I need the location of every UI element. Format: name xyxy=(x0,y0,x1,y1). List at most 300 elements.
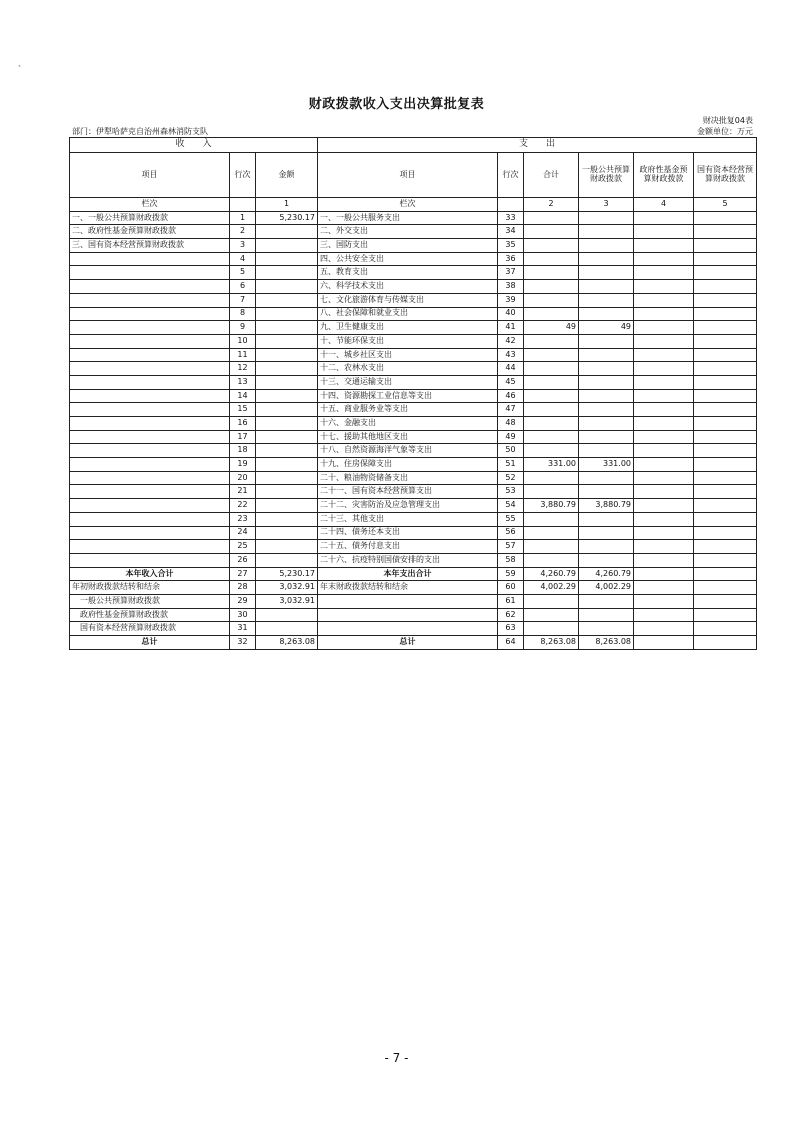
income-section-label: 收 入 xyxy=(70,138,318,153)
expense-item: 七、文化旅游体育与传媒支出 xyxy=(318,293,498,307)
income-amount xyxy=(256,485,318,499)
income-row-no: 13 xyxy=(230,375,256,389)
expense-row-no: 37 xyxy=(498,266,524,280)
income-item xyxy=(70,266,230,280)
income-item xyxy=(70,512,230,526)
income-item xyxy=(70,526,230,540)
colnum-5: 5 xyxy=(694,198,757,212)
general-budget-amount xyxy=(579,471,634,485)
income-row-no: 19 xyxy=(230,458,256,472)
expense-row-no: 58 xyxy=(498,553,524,567)
income-item: 政府性基金预算财政拨款 xyxy=(70,608,230,622)
total-amount: 3,880.79 xyxy=(524,499,579,513)
total-amount xyxy=(524,622,579,636)
income-amount xyxy=(256,239,318,253)
general-budget-amount xyxy=(579,252,634,266)
state-capital-amount xyxy=(694,636,757,650)
income-row-no: 9 xyxy=(230,321,256,335)
general-budget-amount xyxy=(579,430,634,444)
income-row-no: 11 xyxy=(230,348,256,362)
state-capital-amount xyxy=(694,375,757,389)
general-budget-amount xyxy=(579,417,634,431)
income-amount xyxy=(256,512,318,526)
income-item xyxy=(70,458,230,472)
income-item xyxy=(70,334,230,348)
colnum-4: 4 xyxy=(634,198,694,212)
header-expense-row-no: 行次 xyxy=(498,153,524,198)
income-amount xyxy=(256,526,318,540)
income-amount xyxy=(256,375,318,389)
state-capital-amount xyxy=(694,362,757,376)
form-number: 财决批复04表 xyxy=(702,116,753,125)
income-item xyxy=(70,471,230,485)
state-capital-amount xyxy=(694,280,757,294)
state-capital-amount xyxy=(694,471,757,485)
income-row-no: 14 xyxy=(230,389,256,403)
income-item xyxy=(70,553,230,567)
state-capital-amount xyxy=(694,225,757,239)
income-row-no: 2 xyxy=(230,225,256,239)
expense-item: 五、教育支出 xyxy=(318,266,498,280)
income-amount: 3,032.91 xyxy=(256,594,318,608)
total-amount xyxy=(524,594,579,608)
header-income-row-no: 行次 xyxy=(230,153,256,198)
fund-budget-amount xyxy=(634,348,694,362)
general-budget-amount: 3,880.79 xyxy=(579,499,634,513)
income-amount: 5,230.17 xyxy=(256,567,318,581)
expense-section-label: 支 出 xyxy=(318,138,757,153)
column-number-row xyxy=(70,198,757,212)
income-amount xyxy=(256,252,318,266)
colnum-label-2: 栏次 xyxy=(318,198,498,212)
table-row xyxy=(70,225,757,239)
page-title: 财政拨款收入支出决算批复表 xyxy=(308,97,485,112)
general-budget-amount xyxy=(579,348,634,362)
general-budget-amount xyxy=(579,375,634,389)
general-budget-amount xyxy=(579,211,634,225)
general-budget-amount: 4,002.29 xyxy=(579,581,634,595)
income-item: 本年收入合计 xyxy=(70,567,230,581)
total-amount xyxy=(524,526,579,540)
income-amount xyxy=(256,608,318,622)
total-amount xyxy=(524,485,579,499)
income-row-no: 15 xyxy=(230,403,256,417)
table-row xyxy=(70,334,757,348)
colnum-blank-2 xyxy=(498,198,524,212)
total-amount xyxy=(524,403,579,417)
expense-item: 八、社会保障和就业支出 xyxy=(318,307,498,321)
expense-item: 二十三、其他支出 xyxy=(318,512,498,526)
expense-row-no: 56 xyxy=(498,526,524,540)
total-amount: 4,002.29 xyxy=(524,581,579,595)
income-item xyxy=(70,348,230,362)
total-amount: 331.00 xyxy=(524,458,579,472)
income-amount xyxy=(256,280,318,294)
general-budget-amount xyxy=(579,389,634,403)
table-row xyxy=(70,458,757,472)
total-amount: 49 xyxy=(524,321,579,335)
income-item xyxy=(70,252,230,266)
table-row xyxy=(70,348,757,362)
income-item xyxy=(70,321,230,335)
header-income-amount: 金额 xyxy=(256,153,318,198)
expense-item: 十一、城乡社区支出 xyxy=(318,348,498,362)
fund-budget-amount xyxy=(634,239,694,253)
income-amount: 8,263.08 xyxy=(256,636,318,650)
income-row-no: 12 xyxy=(230,362,256,376)
income-amount xyxy=(256,622,318,636)
table-row xyxy=(70,417,757,431)
general-budget-amount xyxy=(579,225,634,239)
state-capital-amount xyxy=(694,458,757,472)
table-row xyxy=(70,540,757,554)
total-amount xyxy=(524,348,579,362)
expense-row-no: 44 xyxy=(498,362,524,376)
income-amount xyxy=(256,321,318,335)
state-capital-amount xyxy=(694,211,757,225)
total-amount xyxy=(524,608,579,622)
header-income-item: 项目 xyxy=(70,153,230,198)
expense-item: 三、国防支出 xyxy=(318,239,498,253)
general-budget-amount xyxy=(579,594,634,608)
general-budget-amount xyxy=(579,334,634,348)
state-capital-amount xyxy=(694,334,757,348)
table-row xyxy=(70,512,757,526)
state-capital-amount xyxy=(694,266,757,280)
expense-item: 十五、商业服务业等支出 xyxy=(318,403,498,417)
fund-budget-amount xyxy=(634,608,694,622)
income-item xyxy=(70,389,230,403)
page-number: - 7 - xyxy=(384,1051,409,1065)
income-amount xyxy=(256,293,318,307)
general-budget-amount xyxy=(579,512,634,526)
expense-item: 十、节能环保支出 xyxy=(318,334,498,348)
table-row xyxy=(70,581,757,595)
total-amount xyxy=(524,211,579,225)
total-amount xyxy=(524,239,579,253)
expense-row-no: 62 xyxy=(498,608,524,622)
fund-budget-amount xyxy=(634,622,694,636)
state-capital-amount xyxy=(694,512,757,526)
expense-item xyxy=(318,594,498,608)
income-amount xyxy=(256,266,318,280)
state-capital-amount xyxy=(694,430,757,444)
general-budget-amount xyxy=(579,280,634,294)
expense-item: 十八、自然资源海洋气象等支出 xyxy=(318,444,498,458)
expense-item: 十二、农林水支出 xyxy=(318,362,498,376)
income-row-no: 6 xyxy=(230,280,256,294)
table-row xyxy=(70,280,757,294)
table-row xyxy=(70,622,757,636)
general-budget-amount: 49 xyxy=(579,321,634,335)
expense-row-no: 54 xyxy=(498,499,524,513)
income-item: 一、一般公共预算财政拨款 xyxy=(70,211,230,225)
expense-row-no: 41 xyxy=(498,321,524,335)
income-amount xyxy=(256,430,318,444)
income-amount xyxy=(256,389,318,403)
total-amount xyxy=(524,293,579,307)
general-budget-amount xyxy=(579,293,634,307)
total-amount xyxy=(524,375,579,389)
expense-item: 总计 xyxy=(318,636,498,650)
income-item: 国有资本经营预算财政拨款 xyxy=(70,622,230,636)
fund-budget-amount xyxy=(634,334,694,348)
fund-budget-amount xyxy=(634,389,694,403)
expense-item: 二十一、国有资本经营预算支出 xyxy=(318,485,498,499)
fund-budget-amount xyxy=(634,499,694,513)
expense-row-no: 36 xyxy=(498,252,524,266)
expense-item xyxy=(318,622,498,636)
table-row xyxy=(70,403,757,417)
fund-budget-amount xyxy=(634,444,694,458)
expense-item: 二十二、灾害防治及应急管理支出 xyxy=(318,499,498,513)
expense-item: 一、一般公共服务支出 xyxy=(318,211,498,225)
income-row-no: 18 xyxy=(230,444,256,458)
income-row-no: 31 xyxy=(230,622,256,636)
fund-budget-amount xyxy=(634,485,694,499)
expense-item: 年末财政拨款结转和结余 xyxy=(318,581,498,595)
expense-row-no: 55 xyxy=(498,512,524,526)
expense-row-no: 60 xyxy=(498,581,524,595)
state-capital-amount xyxy=(694,526,757,540)
colnum-1: 1 xyxy=(256,198,318,212)
state-capital-amount xyxy=(694,321,757,335)
header-state-capital-budget: 国有资本经营预算财政拨款 xyxy=(694,153,757,198)
general-budget-amount xyxy=(579,485,634,499)
expense-item: 十七、援助其他地区支出 xyxy=(318,430,498,444)
fund-budget-amount xyxy=(634,211,694,225)
income-row-no: 17 xyxy=(230,430,256,444)
state-capital-amount xyxy=(694,293,757,307)
expense-item: 六、科学技术支出 xyxy=(318,280,498,294)
table-row xyxy=(70,252,757,266)
income-amount xyxy=(256,225,318,239)
income-item xyxy=(70,417,230,431)
header-fund-budget: 政府性基金预算财政拨款 xyxy=(634,153,694,198)
income-row-no: 23 xyxy=(230,512,256,526)
fund-budget-amount xyxy=(634,458,694,472)
state-capital-amount xyxy=(694,417,757,431)
state-capital-amount xyxy=(694,608,757,622)
fund-budget-amount xyxy=(634,594,694,608)
income-amount xyxy=(256,553,318,567)
table-row xyxy=(70,485,757,499)
total-amount xyxy=(524,471,579,485)
fund-budget-amount xyxy=(634,636,694,650)
state-capital-amount xyxy=(694,403,757,417)
income-row-no: 20 xyxy=(230,471,256,485)
expense-item: 二十、粮油物资储备支出 xyxy=(318,471,498,485)
table-row xyxy=(70,293,757,307)
total-amount xyxy=(524,430,579,444)
expense-item: 十四、资源勘探工业信息等支出 xyxy=(318,389,498,403)
expense-row-no: 64 xyxy=(498,636,524,650)
table-row xyxy=(70,499,757,513)
expense-item: 九、卫生健康支出 xyxy=(318,321,498,335)
income-row-no: 28 xyxy=(230,581,256,595)
total-amount xyxy=(524,553,579,567)
income-item xyxy=(70,307,230,321)
income-item: 年初财政拨款结转和结余 xyxy=(70,581,230,595)
expense-row-no: 50 xyxy=(498,444,524,458)
fund-budget-amount xyxy=(634,266,694,280)
general-budget-amount: 331.00 xyxy=(579,458,634,472)
fund-budget-amount xyxy=(634,430,694,444)
table-row xyxy=(70,567,757,581)
expense-row-no: 38 xyxy=(498,280,524,294)
income-item xyxy=(70,403,230,417)
income-row-no: 10 xyxy=(230,334,256,348)
income-amount: 3,032.91 xyxy=(256,581,318,595)
appropriation-table xyxy=(69,137,757,650)
total-amount: 4,260.79 xyxy=(524,567,579,581)
department-label: 部门：伊犁哈萨克自治州森林消防支队 xyxy=(72,127,208,136)
table-row xyxy=(70,526,757,540)
section-header-row xyxy=(70,138,757,153)
income-row-no: 25 xyxy=(230,540,256,554)
income-row-no: 24 xyxy=(230,526,256,540)
state-capital-amount xyxy=(694,499,757,513)
income-row-no: 5 xyxy=(230,266,256,280)
total-amount xyxy=(524,252,579,266)
income-item: 二、政府性基金预算财政拨款 xyxy=(70,225,230,239)
expense-row-no: 49 xyxy=(498,430,524,444)
income-row-no: 27 xyxy=(230,567,256,581)
total-amount: 8,263.08 xyxy=(524,636,579,650)
table-row xyxy=(70,608,757,622)
income-amount xyxy=(256,471,318,485)
expense-row-no: 46 xyxy=(498,389,524,403)
table-row xyxy=(70,375,757,389)
expense-item: 四、公共安全支出 xyxy=(318,252,498,266)
fund-budget-amount xyxy=(634,225,694,239)
table-row xyxy=(70,321,757,335)
colnum-3: 3 xyxy=(579,198,634,212)
expense-item: 二十六、抗疫特别国债安排的支出 xyxy=(318,553,498,567)
colnum-2: 2 xyxy=(524,198,579,212)
column-header-row xyxy=(70,153,757,198)
fund-budget-amount xyxy=(634,567,694,581)
general-budget-amount xyxy=(579,239,634,253)
header-expense-item: 项目 xyxy=(318,153,498,198)
income-item xyxy=(70,430,230,444)
table-row xyxy=(70,362,757,376)
income-amount xyxy=(256,444,318,458)
expense-item: 二、外交支出 xyxy=(318,225,498,239)
state-capital-amount xyxy=(694,348,757,362)
expense-row-no: 42 xyxy=(498,334,524,348)
fund-budget-amount xyxy=(634,307,694,321)
expense-row-no: 45 xyxy=(498,375,524,389)
income-item xyxy=(70,280,230,294)
income-row-no: 3 xyxy=(230,239,256,253)
income-row-no: 26 xyxy=(230,553,256,567)
expense-row-no: 57 xyxy=(498,540,524,554)
state-capital-amount xyxy=(694,622,757,636)
total-amount xyxy=(524,512,579,526)
income-row-no: 1 xyxy=(230,211,256,225)
table-row xyxy=(70,594,757,608)
header-total: 合计 xyxy=(524,153,579,198)
unit-label: 金额单位：万元 xyxy=(697,127,753,136)
total-amount xyxy=(524,266,579,280)
expense-item: 二十五、债务付息支出 xyxy=(318,540,498,554)
expense-item: 十六、金融支出 xyxy=(318,417,498,431)
total-amount xyxy=(524,389,579,403)
income-item xyxy=(70,293,230,307)
colnum-blank xyxy=(230,198,256,212)
expense-row-no: 53 xyxy=(498,485,524,499)
state-capital-amount xyxy=(694,252,757,266)
income-row-no: 8 xyxy=(230,307,256,321)
income-row-no: 22 xyxy=(230,499,256,513)
expense-row-no: 63 xyxy=(498,622,524,636)
fund-budget-amount xyxy=(634,362,694,376)
expense-row-no: 40 xyxy=(498,307,524,321)
income-item: 三、国有资本经营预算财政拨款 xyxy=(70,239,230,253)
table-row xyxy=(70,444,757,458)
expense-row-no: 39 xyxy=(498,293,524,307)
state-capital-amount xyxy=(694,581,757,595)
income-amount: 5,230.17 xyxy=(256,211,318,225)
fund-budget-amount xyxy=(634,471,694,485)
total-amount xyxy=(524,362,579,376)
state-capital-amount xyxy=(694,553,757,567)
colnum-label: 栏次 xyxy=(70,198,230,212)
income-item xyxy=(70,485,230,499)
table-row xyxy=(70,239,757,253)
income-item xyxy=(70,375,230,389)
state-capital-amount xyxy=(694,594,757,608)
state-capital-amount xyxy=(694,444,757,458)
income-row-no: 7 xyxy=(230,293,256,307)
income-amount xyxy=(256,417,318,431)
income-row-no: 21 xyxy=(230,485,256,499)
expense-row-no: 47 xyxy=(498,403,524,417)
table-row xyxy=(70,471,757,485)
fund-budget-amount xyxy=(634,252,694,266)
income-amount xyxy=(256,334,318,348)
general-budget-amount xyxy=(579,553,634,567)
fund-budget-amount xyxy=(634,375,694,389)
fund-budget-amount xyxy=(634,526,694,540)
total-amount xyxy=(524,444,579,458)
general-budget-amount xyxy=(579,307,634,321)
general-budget-amount xyxy=(579,266,634,280)
expense-item: 十九、住房保障支出 xyxy=(318,458,498,472)
table-row xyxy=(70,211,757,225)
income-amount xyxy=(256,458,318,472)
income-item: 一般公共预算财政拨款 xyxy=(70,594,230,608)
income-amount xyxy=(256,499,318,513)
income-row-no: 16 xyxy=(230,417,256,431)
table-row xyxy=(70,307,757,321)
state-capital-amount xyxy=(694,307,757,321)
general-budget-amount xyxy=(579,622,634,636)
income-item xyxy=(70,499,230,513)
income-row-no: 32 xyxy=(230,636,256,650)
fund-budget-amount xyxy=(634,581,694,595)
expense-row-no: 59 xyxy=(498,567,524,581)
income-row-no: 30 xyxy=(230,608,256,622)
general-budget-amount xyxy=(579,540,634,554)
fund-budget-amount xyxy=(634,280,694,294)
income-item xyxy=(70,540,230,554)
table-row xyxy=(70,553,757,567)
table-row xyxy=(70,266,757,280)
total-amount xyxy=(524,417,579,431)
income-item: 总计 xyxy=(70,636,230,650)
